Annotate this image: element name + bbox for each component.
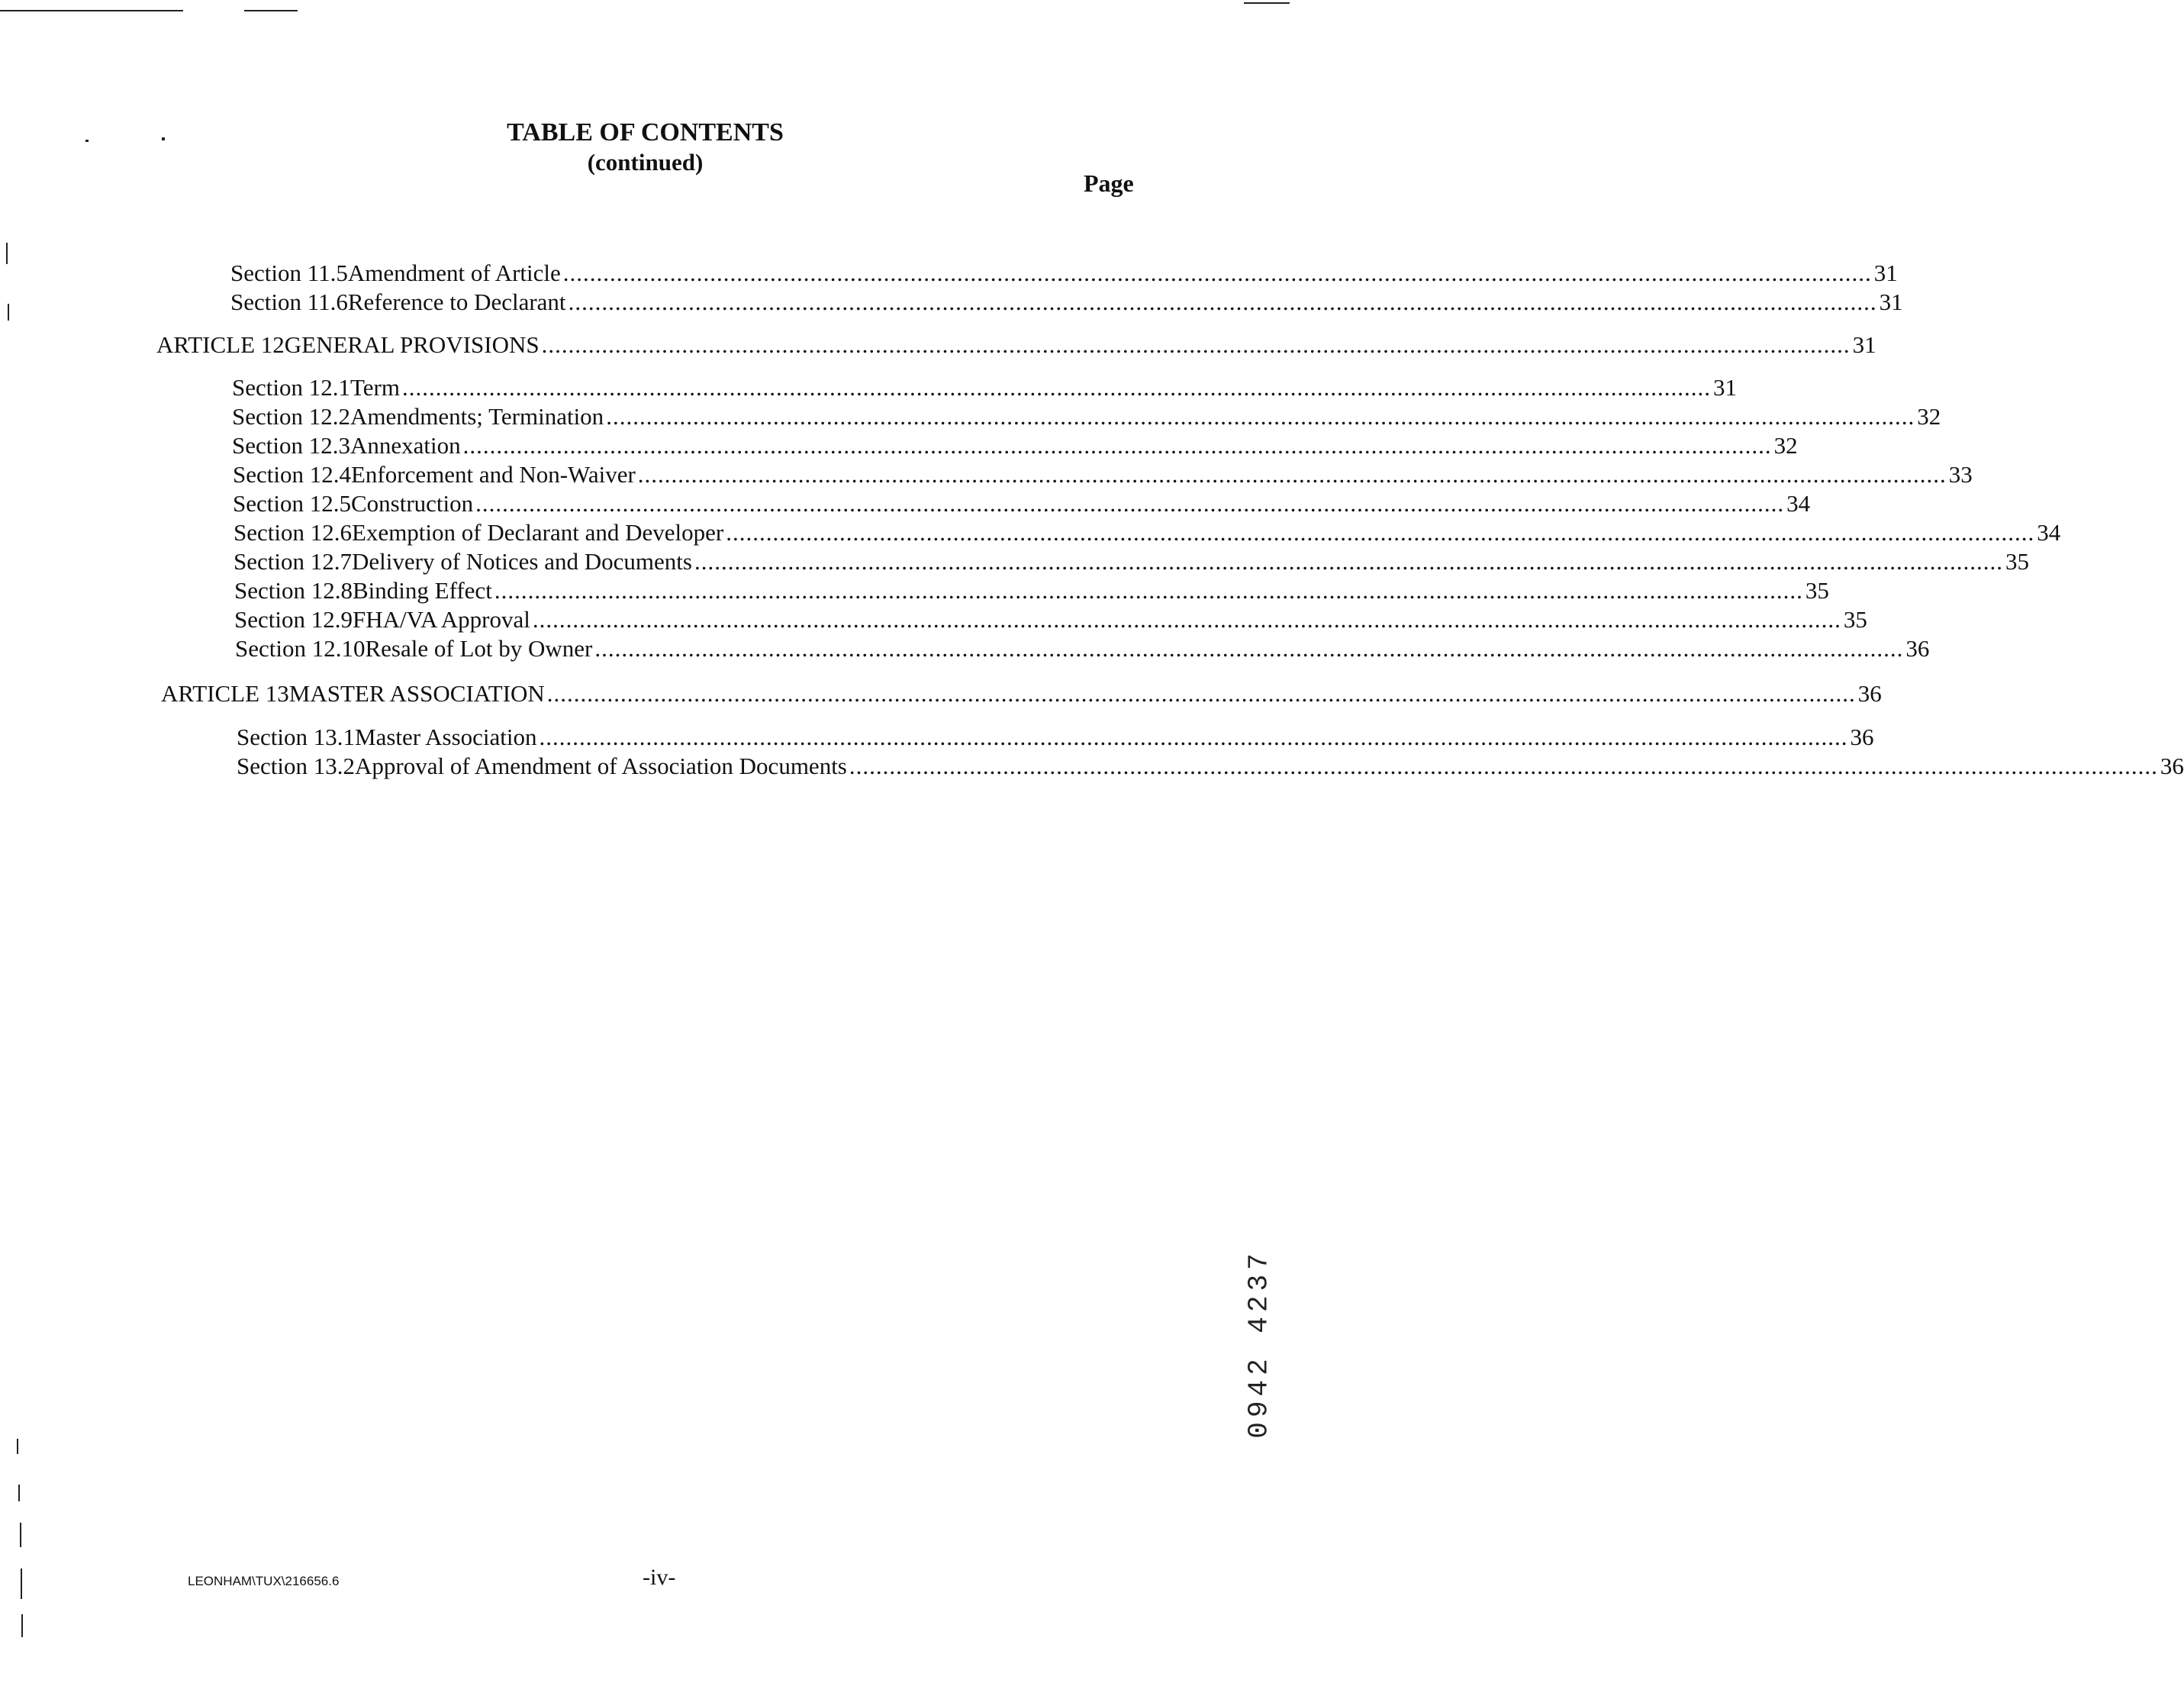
- dot-leader: ....................................................................................................................................................................................................: [726, 519, 2035, 546]
- toc-entry: [234, 577, 1829, 604]
- entry-title: Exemption of Declarant and Developer: [352, 519, 724, 546]
- dot-leader: ....................................................................................................................................................................................................: [594, 635, 1904, 662]
- entry-number: Section 12.1: [232, 374, 350, 401]
- scan-mark-left-4: [18, 1485, 20, 1501]
- toc-entry: [237, 753, 2184, 780]
- entry-title: Construction: [351, 490, 474, 517]
- entry-page: 36: [1850, 724, 1874, 750]
- page-column-label: Page: [1084, 169, 1134, 197]
- entry-title: Enforcement and Non-Waiver: [351, 461, 636, 488]
- scan-mark-left-1: [6, 243, 8, 264]
- entry-title: Resale of Lot by Owner: [365, 635, 593, 662]
- margin-stamp-text: 0942 4237: [1243, 1249, 1275, 1439]
- scan-mark-top-2: [244, 10, 298, 11]
- entry-page: 31: [1712, 374, 1737, 401]
- entry-page: 36: [1857, 680, 1882, 707]
- entry-number: Section 12.10: [235, 635, 366, 662]
- scan-mark-left-2: [8, 304, 9, 321]
- margin-stamp: [1240, 1217, 1275, 1469]
- entry-title: FHA/VA Approval: [353, 606, 530, 633]
- entry-page: 34: [1786, 490, 1811, 517]
- dot-leader: ....................................................................................................................................................................................................: [849, 753, 2158, 779]
- entry-page: 31: [1879, 289, 1903, 315]
- dot-leader: ....................................................................................................................................................................................................: [637, 461, 1947, 488]
- article-number: ARTICLE 13: [161, 680, 289, 707]
- dot-leader: ....................................................................................................................................................................................................: [494, 577, 1803, 604]
- entry-page: 35: [1843, 606, 1867, 633]
- entry-page: 35: [1805, 577, 1829, 604]
- entry-number: Section 12.2: [232, 403, 350, 430]
- entry-title: Delivery of Notices and Documents: [352, 548, 692, 575]
- entry-title: Binding Effect: [353, 577, 492, 604]
- entry-number: Section 12.9: [234, 606, 353, 633]
- entry-page: 33: [1948, 461, 1973, 488]
- entry-number: Section 12.8: [234, 577, 353, 604]
- toc-entry: [230, 289, 1903, 316]
- toc-title: TABLE OF CONTENTS: [507, 118, 784, 147]
- scan-mark-left-3: [17, 1439, 18, 1454]
- dot-leader: ....................................................................................................................................................................................................: [541, 331, 1851, 358]
- toc-entry: [232, 374, 1737, 401]
- toc-entry: [232, 403, 1941, 430]
- entry-title: Approval of Amendment of Association Documents: [355, 753, 847, 779]
- document-id: LEONHAM\TUX\216656.6: [188, 1574, 340, 1588]
- entry-number: Section 11.5: [230, 260, 348, 286]
- toc-entry: [234, 519, 2061, 546]
- toc-entry: [230, 260, 1898, 287]
- entry-page: 36: [2160, 753, 2184, 779]
- entry-title: Master Association: [355, 724, 537, 750]
- toc-entry: [235, 635, 1930, 663]
- entry-number: Section 11.6: [230, 289, 348, 315]
- scan-mark-top-1: [0, 10, 183, 11]
- entry-number: Section 12.4: [233, 461, 351, 488]
- entry-title: Term: [350, 374, 400, 401]
- dot-leader: ....................................................................................................................................................................................................: [532, 606, 1841, 633]
- toc-entry: [234, 548, 2029, 575]
- entry-title: Amendment of Article: [347, 260, 561, 286]
- entry-number: Section 12.6: [234, 519, 352, 546]
- scan-mark-top-right: [1244, 2, 1290, 4]
- toc-entry: [237, 724, 1874, 751]
- entry-number: Section 12.7: [234, 548, 352, 575]
- entry-number: Section 12.3: [232, 432, 350, 459]
- entry-page: 35: [2005, 548, 2029, 575]
- entry-title: Amendments; Termination: [350, 403, 604, 430]
- entry-number: Section 12.5: [233, 490, 351, 517]
- dot-leader: ....................................................................................................................................................................................................: [568, 289, 1877, 315]
- dot-leader: ....................................................................................................................................................................................................: [401, 374, 1711, 401]
- dot-leader: ....................................................................................................................................................................................................: [694, 548, 2003, 575]
- scan-mark-left-7: [21, 1614, 23, 1637]
- entry-number: Section 13.2: [237, 753, 355, 779]
- article-title: GENERAL PROVISIONS: [284, 331, 540, 358]
- page-number: -iv-: [643, 1565, 676, 1590]
- toc-subtitle: (continued): [587, 149, 704, 176]
- dot-leader: ....................................................................................................................................................................................................: [562, 260, 1872, 286]
- article-number: ARTICLE 12: [156, 331, 285, 358]
- dot-leader: ....................................................................................................................................................................................................: [462, 432, 1772, 459]
- toc-entry: [233, 490, 1811, 517]
- entry-number: Section 13.1: [237, 724, 355, 750]
- toc-entry: [233, 461, 1973, 488]
- entry-page: 34: [2037, 519, 2061, 546]
- scan-mark-left-5: [20, 1523, 21, 1547]
- article-title: MASTER ASSOCIATION: [288, 680, 545, 707]
- dot-leader: ....................................................................................................................................................................................................: [475, 490, 1785, 517]
- toc-article: [161, 680, 1882, 708]
- dot-leader: ....................................................................................................................................................................................................: [539, 724, 1848, 750]
- entry-page: 36: [1905, 635, 1930, 662]
- dot-leader: ....................................................................................................................................................................................................: [606, 403, 1915, 430]
- toc-entry: [232, 432, 1798, 459]
- entry-title: Reference to Declarant: [347, 289, 566, 315]
- entry-page: 32: [1773, 432, 1798, 459]
- toc-entry: [234, 606, 1867, 633]
- entry-page: 32: [1917, 403, 1941, 430]
- scan-mark-left-6: [21, 1568, 22, 1599]
- dot-leader: ....................................................................................................................................................................................................: [546, 680, 1856, 707]
- entry-page: 31: [1852, 331, 1876, 358]
- entry-title: Annexation: [350, 432, 461, 459]
- entry-page: 31: [1873, 260, 1898, 286]
- toc-article: [156, 331, 1876, 359]
